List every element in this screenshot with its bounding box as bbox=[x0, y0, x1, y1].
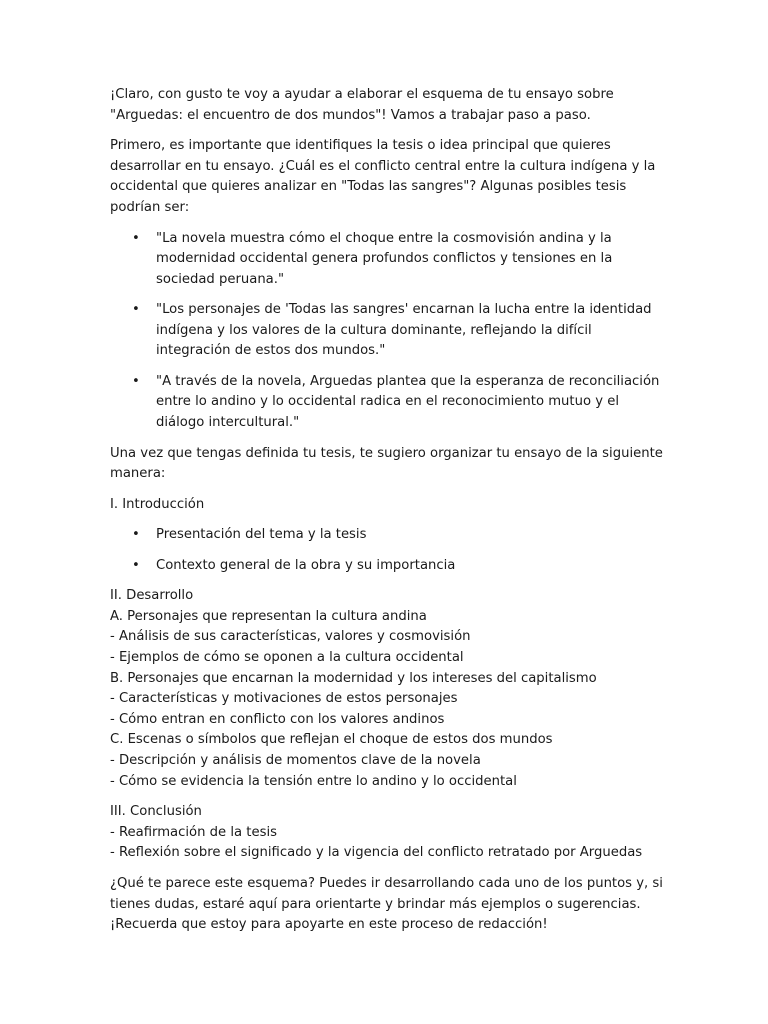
section-1-item-text: Contexto general de la obra y su importancia bbox=[156, 557, 456, 573]
section-1-heading: I. Introducción bbox=[110, 496, 205, 512]
section-2-heading: II. Desarrollo bbox=[110, 588, 194, 604]
thesis-option-text: "A través de la novela, Arguedas plantea que la esperanza de reconciliación entre lo andino y lo occidental radica en el reconocimiento mutuo y el diálogo intercultural." bbox=[156, 373, 660, 430]
thesis-options-list bbox=[110, 229, 668, 434]
outline-line: - Cómo se evidencia la tensión entre lo andino y lo occidental bbox=[110, 773, 517, 789]
outline-line: - Reafirmación de la tesis bbox=[110, 824, 277, 840]
outline-line: - Cómo entran en conflicto con los valores andinos bbox=[110, 711, 445, 727]
bullet-icon: • bbox=[132, 302, 140, 318]
bullet-icon: • bbox=[132, 373, 140, 389]
outline-line: - Ejemplos de cómo se oponen a la cultura occidental bbox=[110, 650, 464, 666]
thesis-option-text: "Los personajes de 'Todas las sangres' encarnan la lucha entre la identidad indígena y los valores de la cultura dominante, reflejando la difícil integración de estos dos mundos." bbox=[156, 302, 652, 359]
outline-line: A. Personajes que representan la cultura andina bbox=[110, 608, 427, 624]
list-item bbox=[132, 300, 668, 362]
section-1-list bbox=[110, 525, 668, 576]
bullet-icon: • bbox=[132, 527, 140, 543]
list-item bbox=[132, 229, 668, 291]
section-3-heading: III. Conclusión bbox=[110, 804, 202, 820]
outline-line: B. Personajes que encarnan la modernidad y los intereses del capitalismo bbox=[110, 670, 597, 686]
outline-line: - Características y motivaciones de estos personajes bbox=[110, 691, 458, 707]
organize-paragraph: Una vez que tengas definida tu tesis, te sugiero organizar tu ensayo de la siguiente manera: bbox=[110, 445, 663, 482]
outline-line: C. Escenas o símbolos que reflejan el choque de estos dos mundos bbox=[110, 732, 553, 748]
outline-line: - Análisis de sus características, valores y cosmovisión bbox=[110, 629, 471, 645]
bullet-icon: • bbox=[132, 557, 140, 573]
outline-line: - Descripción y análisis de momentos clave de la novela bbox=[110, 753, 481, 769]
list-item bbox=[132, 372, 668, 434]
thesis-prompt-paragraph: Primero, es importante que identifiques la tesis o idea principal que quieres desarrollar en tu ensayo. ¿Cuál es el conflicto central entre la cultura indígena y la occidental que quieres analizar en "Todas las sangres"? Algunas posibles tesis podrían ser: bbox=[110, 138, 656, 215]
closing-paragraph: ¿Qué te parece este esquema? Puedes ir desarrollando cada uno de los puntos y, si tienes dudas, estaré aquí para orientarte y brindar más ejemplos o sugerencias. ¡Recuerda que estoy para apoyarte en este proceso de redacción! bbox=[110, 875, 663, 933]
list-item bbox=[132, 525, 668, 546]
bullet-icon: • bbox=[132, 230, 140, 246]
section-1-item-text: Presentación del tema y la tesis bbox=[156, 527, 367, 543]
outline-line: - Reflexión sobre el significado y la vigencia del conflicto retratado por Arguedas bbox=[110, 845, 643, 861]
intro-paragraph: ¡Claro, con gusto te voy a ayudar a elaborar el esquema de tu ensayo sobre "Arguedas: el encuentro de dos mundos"! Vamos a trabajar paso a paso. bbox=[110, 87, 614, 123]
section-2-block bbox=[110, 586, 668, 792]
section-3-block bbox=[110, 802, 668, 864]
list-item bbox=[132, 556, 668, 577]
thesis-option-text: "La novela muestra cómo el choque entre la cosmovisión andina y la modernidad occidental genera profundos conflictos y tensiones en la sociedad peruana." bbox=[156, 230, 613, 287]
